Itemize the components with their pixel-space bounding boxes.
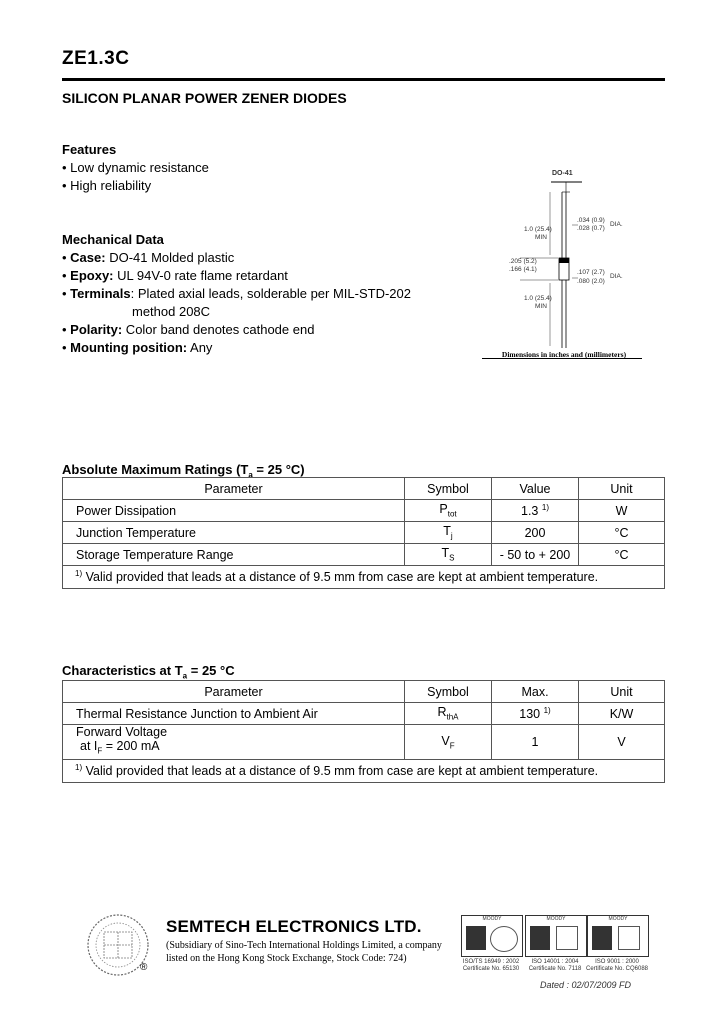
title-rule	[62, 78, 665, 81]
col-header: Unit	[579, 478, 665, 500]
features-heading: Features	[62, 142, 117, 157]
diagram-lead-dia: .034 (0.9)	[577, 217, 605, 224]
dated-label: Dated : 02/07/2009 FD	[540, 980, 632, 990]
page-subtitle: SILICON PLANAR POWER ZENER DIODES	[62, 90, 347, 106]
registered-mark: ®	[140, 962, 148, 973]
company-name: SEMTECH ELECTRONICS LTD.	[166, 917, 422, 936]
col-header: Unit	[579, 681, 665, 703]
mechanical-heading: Mechanical Data	[62, 232, 164, 247]
characteristics-heading: Characteristics at $T_a = 25$ °C	[62, 663, 235, 681]
diagram-dia-label-2: DIA.	[610, 273, 623, 280]
table-row: Thermal Resistance Junction to Ambient Air $R_{thA}$ 130 $^{1)}$ K/W	[63, 703, 665, 725]
certification-badge: MOODY	[461, 915, 523, 957]
col-header: Symbol	[405, 478, 492, 500]
company-subsidiary-line-1: (Subsidiary of Sino-Tech International Holdings Limited, a company	[166, 940, 442, 951]
table-header-row	[63, 681, 665, 703]
table-row: Forward Voltage at $I_F = 200$ mA $V_F$ 1 V	[63, 725, 665, 760]
feature-item: • High reliability	[62, 178, 152, 193]
table-row: Junction Temperature $T_j$ 200 °C	[63, 522, 665, 544]
mech-mounting: • Mounting position: Any	[62, 340, 213, 355]
certification-badge: MOODY	[587, 915, 649, 957]
table-note-row: $^{1)}$ Valid provided that leads at a distance of 9.5 mm from case are kept at ambient temperature.	[63, 760, 665, 783]
cert-caption: ISO 9001 : 2000 Certificate No. CQ6088	[585, 959, 649, 972]
mech-epoxy-label: Epoxy:	[70, 268, 114, 283]
page-title: ZE1.3C	[62, 48, 130, 69]
mech-polarity-label: Polarity:	[70, 322, 123, 337]
table-note-row: $^{1)}$ Valid provided that leads at a distance of 9.5 mm from case are kept at ambient temperature.	[63, 566, 665, 589]
characteristics-table	[62, 680, 665, 783]
mech-case: • Case: DO-41 Molded plastic	[62, 250, 235, 265]
diagram-package-label: DO-41	[552, 170, 573, 177]
mech-case-label: Case:	[70, 250, 106, 265]
diagram-lead-len: 1.0 (25.4)	[524, 226, 552, 233]
abs-max-heading: Absolute Maximum Ratings ($T_a = 25$ °C)	[62, 462, 305, 480]
diagram-body-len2: .166 (4.1)	[509, 266, 537, 273]
col-header: Value	[492, 478, 579, 500]
certification-mark-icon	[592, 926, 612, 950]
diagram-min-label: MIN	[535, 234, 547, 241]
mech-polarity-value: Color band denotes cathode end	[122, 322, 315, 337]
certification-mark-icon	[466, 926, 486, 950]
diagram-lead-dia2: .028 (0.7)	[577, 225, 605, 232]
table-header-row	[63, 478, 665, 500]
col-header: Parameter	[63, 478, 405, 500]
mech-terminals-label: Terminals	[70, 286, 131, 301]
certification-seal-icon	[490, 926, 518, 952]
cert-caption: ISO 14001 : 2004 Certificate No. 7118	[528, 959, 582, 972]
mech-epoxy-value: UL 94V-0 rate flame retardant	[113, 268, 288, 283]
diagram-body-len1: .205 (5.2)	[509, 258, 537, 265]
package-diagram	[480, 160, 650, 365]
table-row: Power Dissipation $P_{tot}$ 1.3 $^{1)}$ W	[63, 500, 665, 522]
diagram-body-dia2: .080 (2.0)	[577, 278, 605, 285]
feature-item: • Low dynamic resistance	[62, 160, 209, 175]
mech-polarity: • Polarity: Color band denotes cathode end	[62, 322, 315, 337]
mech-terminals-value: : Plated axial leads, solderable per MIL-STD-202	[130, 286, 411, 301]
col-header: Parameter	[63, 681, 405, 703]
diagram-dia-label: DIA.	[610, 221, 623, 228]
check-icon	[556, 926, 578, 950]
company-subsidiary-line-2: listed on the Hong Kong Stock Exchange, Stock Code: 724)	[166, 953, 407, 964]
diagram-body-dia1: .107 (2.7)	[577, 269, 605, 276]
mech-terminals: • Terminals: Plated axial leads, solderable per MIL-STD-202	[62, 286, 411, 301]
diagram-min-label-2: MIN	[535, 303, 547, 310]
mech-mounting-value: Any	[187, 340, 213, 355]
mech-terminals-cont: method 208C	[132, 304, 211, 319]
col-header: Max.	[492, 681, 579, 703]
mech-epoxy: • Epoxy: UL 94V-0 rate flame retardant	[62, 268, 288, 283]
diagram-caption: Dimensions in inches and (millimeters)	[501, 350, 627, 359]
abs-max-table	[62, 477, 665, 589]
mech-mounting-label: Mounting position:	[70, 340, 188, 355]
check-icon	[618, 926, 640, 950]
certification-mark-icon	[530, 926, 550, 950]
cert-caption: ISO/TS 16949 : 2002 Certificate No. 65130	[462, 959, 520, 972]
certification-badge: MOODY	[525, 915, 587, 957]
col-header: Symbol	[405, 681, 492, 703]
table-row: Storage Temperature Range $T_S$ - 50 to + 200 °C	[63, 544, 665, 566]
diagram-lead-len2: 1.0 (25.4)	[524, 295, 552, 302]
mech-case-value: DO-41 Molded plastic	[105, 250, 235, 265]
